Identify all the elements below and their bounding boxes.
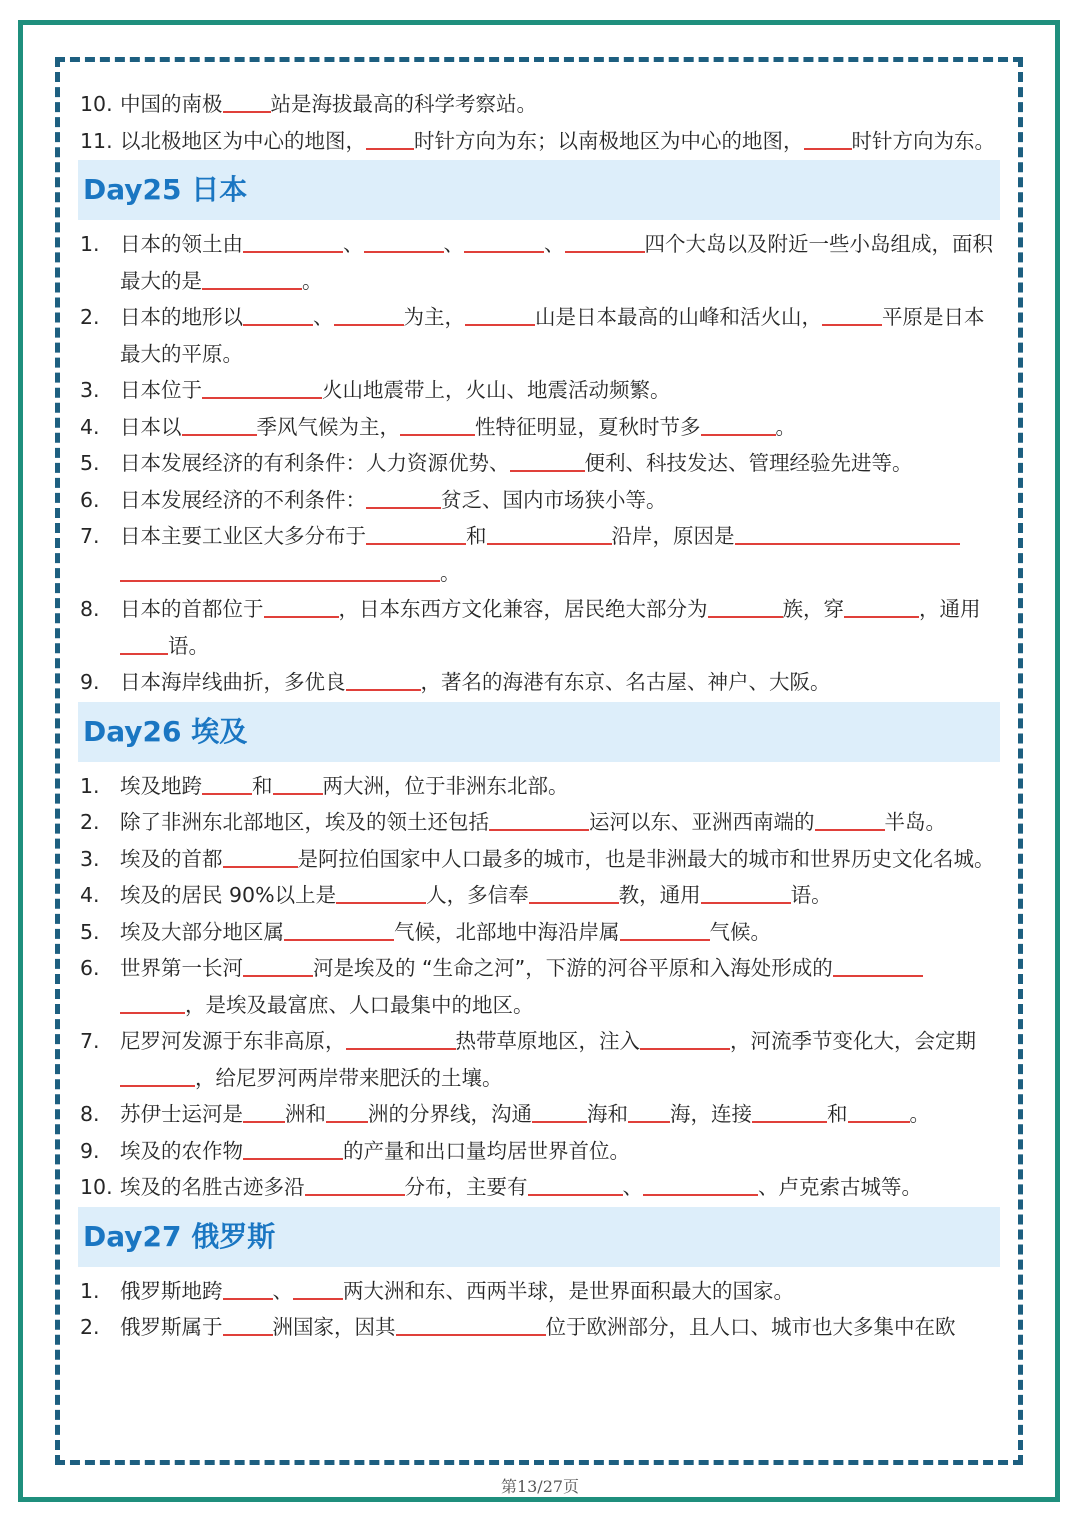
question-1: 1. 日本的领土由 、 、 、 四个大岛以及附近一些小岛组成，面积最大的是 。 bbox=[78, 226, 1000, 299]
question-10: 10. 中国的南极 站是海拔最高的科学考察站。 bbox=[78, 86, 1000, 123]
answer-blank[interactable] bbox=[528, 1172, 623, 1196]
answer-blank[interactable] bbox=[735, 521, 960, 545]
question-8: 8. 日本的首都位于 ，日本东西方文化兼容，居民绝大部分为 族，穿 ，通用语。 bbox=[78, 591, 1000, 664]
answer-blank[interactable] bbox=[752, 1099, 827, 1123]
answer-blank[interactable] bbox=[804, 126, 852, 150]
answer-blank[interactable] bbox=[640, 1026, 730, 1050]
answer-blank[interactable] bbox=[182, 412, 257, 436]
answer-blank[interactable] bbox=[120, 990, 185, 1014]
answer-blank[interactable] bbox=[346, 667, 421, 691]
answer-blank[interactable] bbox=[334, 302, 404, 326]
question-10: 10. 埃及的名胜古迹多沿 分布，主要有 、 、卢克索古城等。 bbox=[78, 1169, 1000, 1206]
answer-blank[interactable] bbox=[643, 1172, 758, 1196]
answer-blank[interactable] bbox=[243, 1136, 343, 1160]
answer-blank[interactable] bbox=[396, 1312, 546, 1336]
answer-blank[interactable] bbox=[202, 375, 322, 399]
answer-blank[interactable] bbox=[489, 807, 589, 831]
question-11: 11. 以北极地区为中心的地图， 时针方向为东；以南极地区为中心的地图， 时针方向为东。 bbox=[78, 123, 1000, 160]
answer-blank[interactable] bbox=[487, 521, 612, 545]
answer-blank[interactable] bbox=[366, 521, 466, 545]
question-4: 4. 日本以 季风气候为主， 性特征明显，夏秋时节多 。 bbox=[78, 409, 1000, 446]
answer-blank[interactable] bbox=[464, 229, 544, 253]
answer-blank[interactable] bbox=[510, 448, 585, 472]
answer-blank[interactable] bbox=[701, 412, 776, 436]
answer-blank[interactable] bbox=[529, 880, 619, 904]
worksheet-content bbox=[78, 86, 1000, 1346]
answer-blank[interactable] bbox=[400, 412, 475, 436]
question-6: 6. 日本发展经济的不利条件： 贫乏、国内市场狭小等。 bbox=[78, 482, 1000, 519]
answer-blank[interactable] bbox=[565, 229, 645, 253]
answer-blank[interactable] bbox=[815, 807, 885, 831]
answer-blank[interactable] bbox=[284, 917, 394, 941]
section-heading-day26: Day26 埃及 bbox=[78, 702, 1000, 762]
answer-blank[interactable] bbox=[364, 229, 444, 253]
answer-blank[interactable] bbox=[336, 880, 426, 904]
answer-blank[interactable] bbox=[822, 302, 882, 326]
question-8: 8. 苏伊士运河是 洲和 洲的分界线，沟通 海和 海，连接 和 。 bbox=[78, 1096, 1000, 1133]
question-5: 5. 埃及大部分地区属 气候，北部地中海沿岸属 气候。 bbox=[78, 914, 1000, 951]
answer-blank[interactable] bbox=[701, 880, 791, 904]
answer-blank[interactable] bbox=[243, 302, 313, 326]
answer-blank[interactable] bbox=[833, 953, 923, 977]
question-9: 9. 埃及的农作物 的产量和出口量均居世界首位。 bbox=[78, 1133, 1000, 1170]
answer-blank[interactable] bbox=[120, 1063, 195, 1087]
answer-blank[interactable] bbox=[243, 953, 313, 977]
answer-blank[interactable] bbox=[620, 917, 710, 941]
question-2: 2. 除了非洲东北部地区，埃及的领土还包括 运河以东、亚洲西南端的 半岛。 bbox=[78, 804, 1000, 841]
section-heading-day27: Day27 俄罗斯 bbox=[78, 1207, 1000, 1267]
section-heading-day25: Day25 日本 bbox=[78, 160, 1000, 220]
question-3: 3. 埃及的首都 是阿拉伯国家中人口最多的城市，也是非洲最大的城市和世界历史文化名城。 bbox=[78, 841, 1000, 878]
question-6: 6. 世界第一长河 河是埃及的 “生命之河”，下游的河谷平原和入海处形成的 ，是埃及最富庶、人口最集中的地区。 bbox=[78, 950, 1000, 1023]
answer-blank[interactable] bbox=[120, 558, 440, 582]
answer-blank[interactable] bbox=[346, 1026, 456, 1050]
answer-blank[interactable] bbox=[293, 1276, 343, 1300]
answer-blank[interactable] bbox=[708, 594, 783, 618]
question-2: 2. 日本的地形以 、 为主， 山是日本最高的山峰和活火山， 平原是日本最大的平原。 bbox=[78, 299, 1000, 372]
question-4: 4. 埃及的居民 90%以上是 人，多信奉 教，通用 语。 bbox=[78, 877, 1000, 914]
answer-blank[interactable] bbox=[120, 631, 168, 655]
question-1: 1. 埃及地跨 和 两大洲，位于非洲东北部。 bbox=[78, 768, 1000, 805]
answer-blank[interactable] bbox=[326, 1099, 368, 1123]
answer-blank[interactable] bbox=[223, 89, 271, 113]
answer-blank[interactable] bbox=[243, 1099, 285, 1123]
answer-blank[interactable] bbox=[223, 1312, 273, 1336]
answer-blank[interactable] bbox=[532, 1099, 587, 1123]
question-7: 7. 尼罗河发源于东非高原， 热带草原地区，注入 ，河流季节变化大，会定期，给尼罗河两岸带来肥沃的土壤。 bbox=[78, 1023, 1000, 1096]
page-number: 第13/27页 bbox=[500, 1477, 580, 1496]
answer-blank[interactable] bbox=[366, 126, 414, 150]
answer-blank[interactable] bbox=[202, 771, 252, 795]
question-5: 5. 日本发展经济的有利条件：人力资源优势、 便利、科技发达、管理经验先进等。 bbox=[78, 445, 1000, 482]
answer-blank[interactable] bbox=[305, 1172, 405, 1196]
answer-blank[interactable] bbox=[223, 1276, 273, 1300]
answer-blank[interactable] bbox=[223, 844, 298, 868]
answer-blank[interactable] bbox=[264, 594, 339, 618]
question-2: 2. 俄罗斯属于 洲国家，因其 位于欧洲部分，且人口、城市也大多集中在欧 bbox=[78, 1309, 1000, 1346]
question-3: 3. 日本位于 火山地震带上，火山、地震活动频繁。 bbox=[78, 372, 1000, 409]
answer-blank[interactable] bbox=[243, 229, 343, 253]
answer-blank[interactable] bbox=[273, 771, 323, 795]
question-7: 7. 日本主要工业区大多分布于 和 沿岸，原因是 。 bbox=[78, 518, 1000, 591]
answer-blank[interactable] bbox=[628, 1099, 670, 1123]
answer-blank[interactable] bbox=[848, 1099, 910, 1123]
question-9: 9. 日本海岸线曲折，多优良 ，著名的海港有东京、名古屋、神户、大阪。 bbox=[78, 664, 1000, 701]
question-1: 1. 俄罗斯地跨 、 两大洲和东、西两半球，是世界面积最大的国家。 bbox=[78, 1273, 1000, 1310]
answer-blank[interactable] bbox=[366, 485, 441, 509]
answer-blank[interactable] bbox=[465, 302, 535, 326]
answer-blank[interactable] bbox=[844, 594, 919, 618]
answer-blank[interactable] bbox=[202, 266, 302, 290]
